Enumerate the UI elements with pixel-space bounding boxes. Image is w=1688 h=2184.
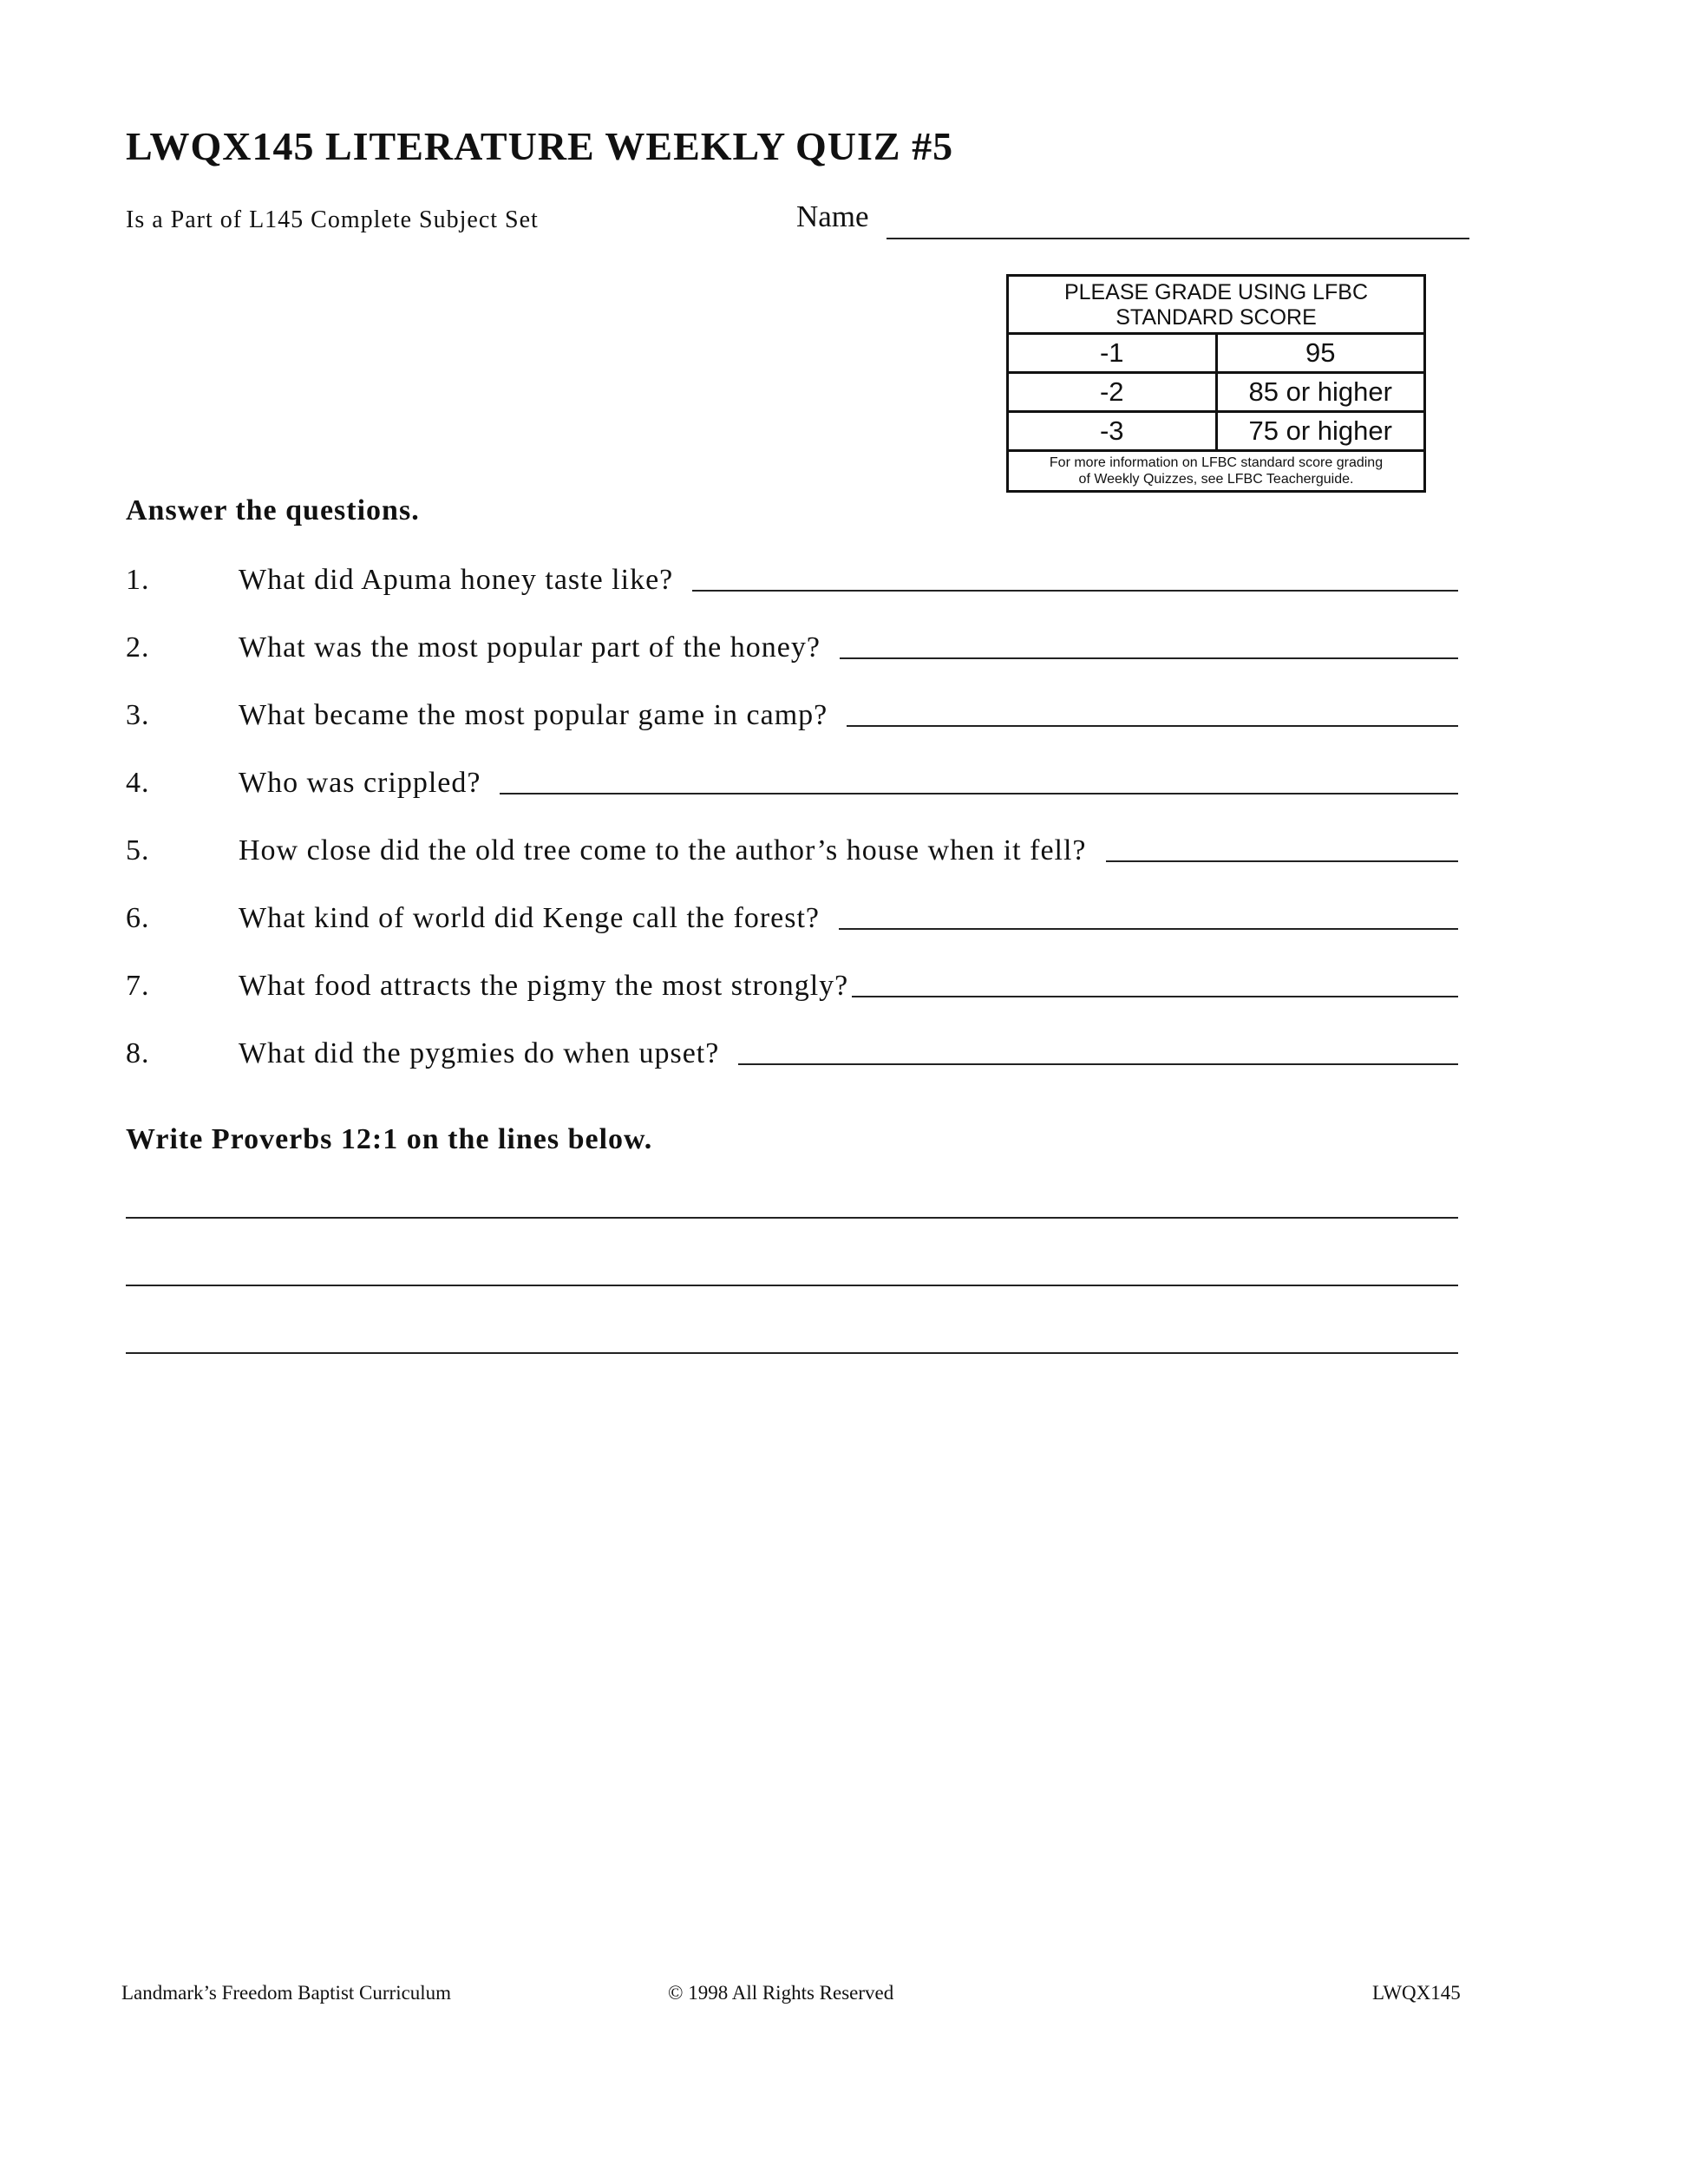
question-number: 1. — [126, 564, 150, 596]
question-text: How close did the old tree come to the author’s house when it fell? — [239, 834, 1087, 866]
proverbs-write-line[interactable] — [126, 1285, 1458, 1286]
question-item — [126, 1027, 1458, 1070]
grading-row — [1009, 335, 1423, 374]
question-text: Who was crippled? — [239, 767, 481, 799]
question-item — [126, 689, 1458, 732]
question-number: 5. — [126, 834, 150, 866]
grading-missed: -1 — [1009, 335, 1218, 371]
grading-note-line-1: For more information on LFBC standard score grading — [1049, 455, 1384, 470]
proverbs-write-line[interactable] — [126, 1352, 1458, 1354]
answer-line[interactable] — [840, 656, 1458, 659]
question-item — [126, 553, 1458, 597]
question-text: What food attracts the pigmy the most strongly? — [239, 970, 849, 1002]
question-text: What did the pygmies do when upset? — [239, 1037, 720, 1069]
answer-line[interactable] — [852, 994, 1458, 997]
question-number: 3. — [126, 699, 150, 731]
grading-note — [1009, 452, 1423, 490]
grading-missed: -2 — [1009, 374, 1218, 410]
answer-line[interactable] — [839, 926, 1458, 930]
question-item — [126, 621, 1458, 664]
question-number: 6. — [126, 902, 150, 934]
question-text: What kind of world did Kenge call the forest? — [239, 902, 821, 934]
answer-line[interactable] — [847, 723, 1458, 727]
subject-set-note: Is a Part of L145 Complete Subject Set — [126, 206, 539, 233]
question-text: What became the most popular game in camp? — [239, 699, 828, 731]
grading-score: 75 or higher — [1248, 415, 1392, 446]
question-text: What did Apuma honey taste like? — [239, 564, 674, 596]
answer-line[interactable] — [692, 588, 1458, 592]
question-item — [126, 824, 1458, 867]
grading-score: 95 — [1305, 337, 1336, 368]
footer-code: LWQX145 — [1372, 1982, 1461, 2004]
grading-score: 85 or higher — [1248, 376, 1392, 407]
grading-row — [1009, 413, 1423, 452]
footer-publisher: Landmark’s Freedom Baptist Curriculum — [121, 1982, 452, 2004]
grading-box — [1006, 274, 1426, 493]
question-number: 2. — [126, 631, 150, 664]
footer-copyright: © 1998 All Rights Reserved — [668, 1982, 894, 2004]
grading-missed: -3 — [1009, 413, 1218, 449]
question-number: 7. — [126, 970, 150, 1002]
questions-heading: Answer the questions. — [126, 494, 420, 526]
name-label: Name — [796, 199, 869, 233]
proverbs-write-line[interactable] — [126, 1217, 1458, 1219]
grading-heading-line-2: STANDARD SCORE — [1116, 305, 1317, 330]
answer-line[interactable] — [1106, 859, 1458, 862]
question-number: 4. — [126, 767, 150, 799]
page-title: LWQX145 LITERATURE WEEKLY QUIZ #5 — [126, 124, 954, 168]
grading-heading — [1009, 277, 1423, 335]
grading-heading-line-1: PLEASE GRADE USING LFBC — [1063, 280, 1369, 304]
question-number: 8. — [126, 1037, 150, 1069]
answer-line[interactable] — [738, 1062, 1458, 1065]
question-item — [126, 959, 1458, 1003]
grading-note-line-2: of Weekly Quizzes, see LFBC Teacherguide. — [1078, 472, 1354, 487]
name-answer-line[interactable] — [887, 238, 1469, 239]
question-text: What was the most popular part of the honey? — [239, 631, 821, 664]
proverbs-heading: Write Proverbs 12:1 on the lines below. — [126, 1123, 653, 1155]
question-item — [126, 892, 1458, 935]
grading-row — [1009, 374, 1423, 413]
question-item — [126, 756, 1458, 800]
answer-line[interactable] — [500, 791, 1458, 794]
